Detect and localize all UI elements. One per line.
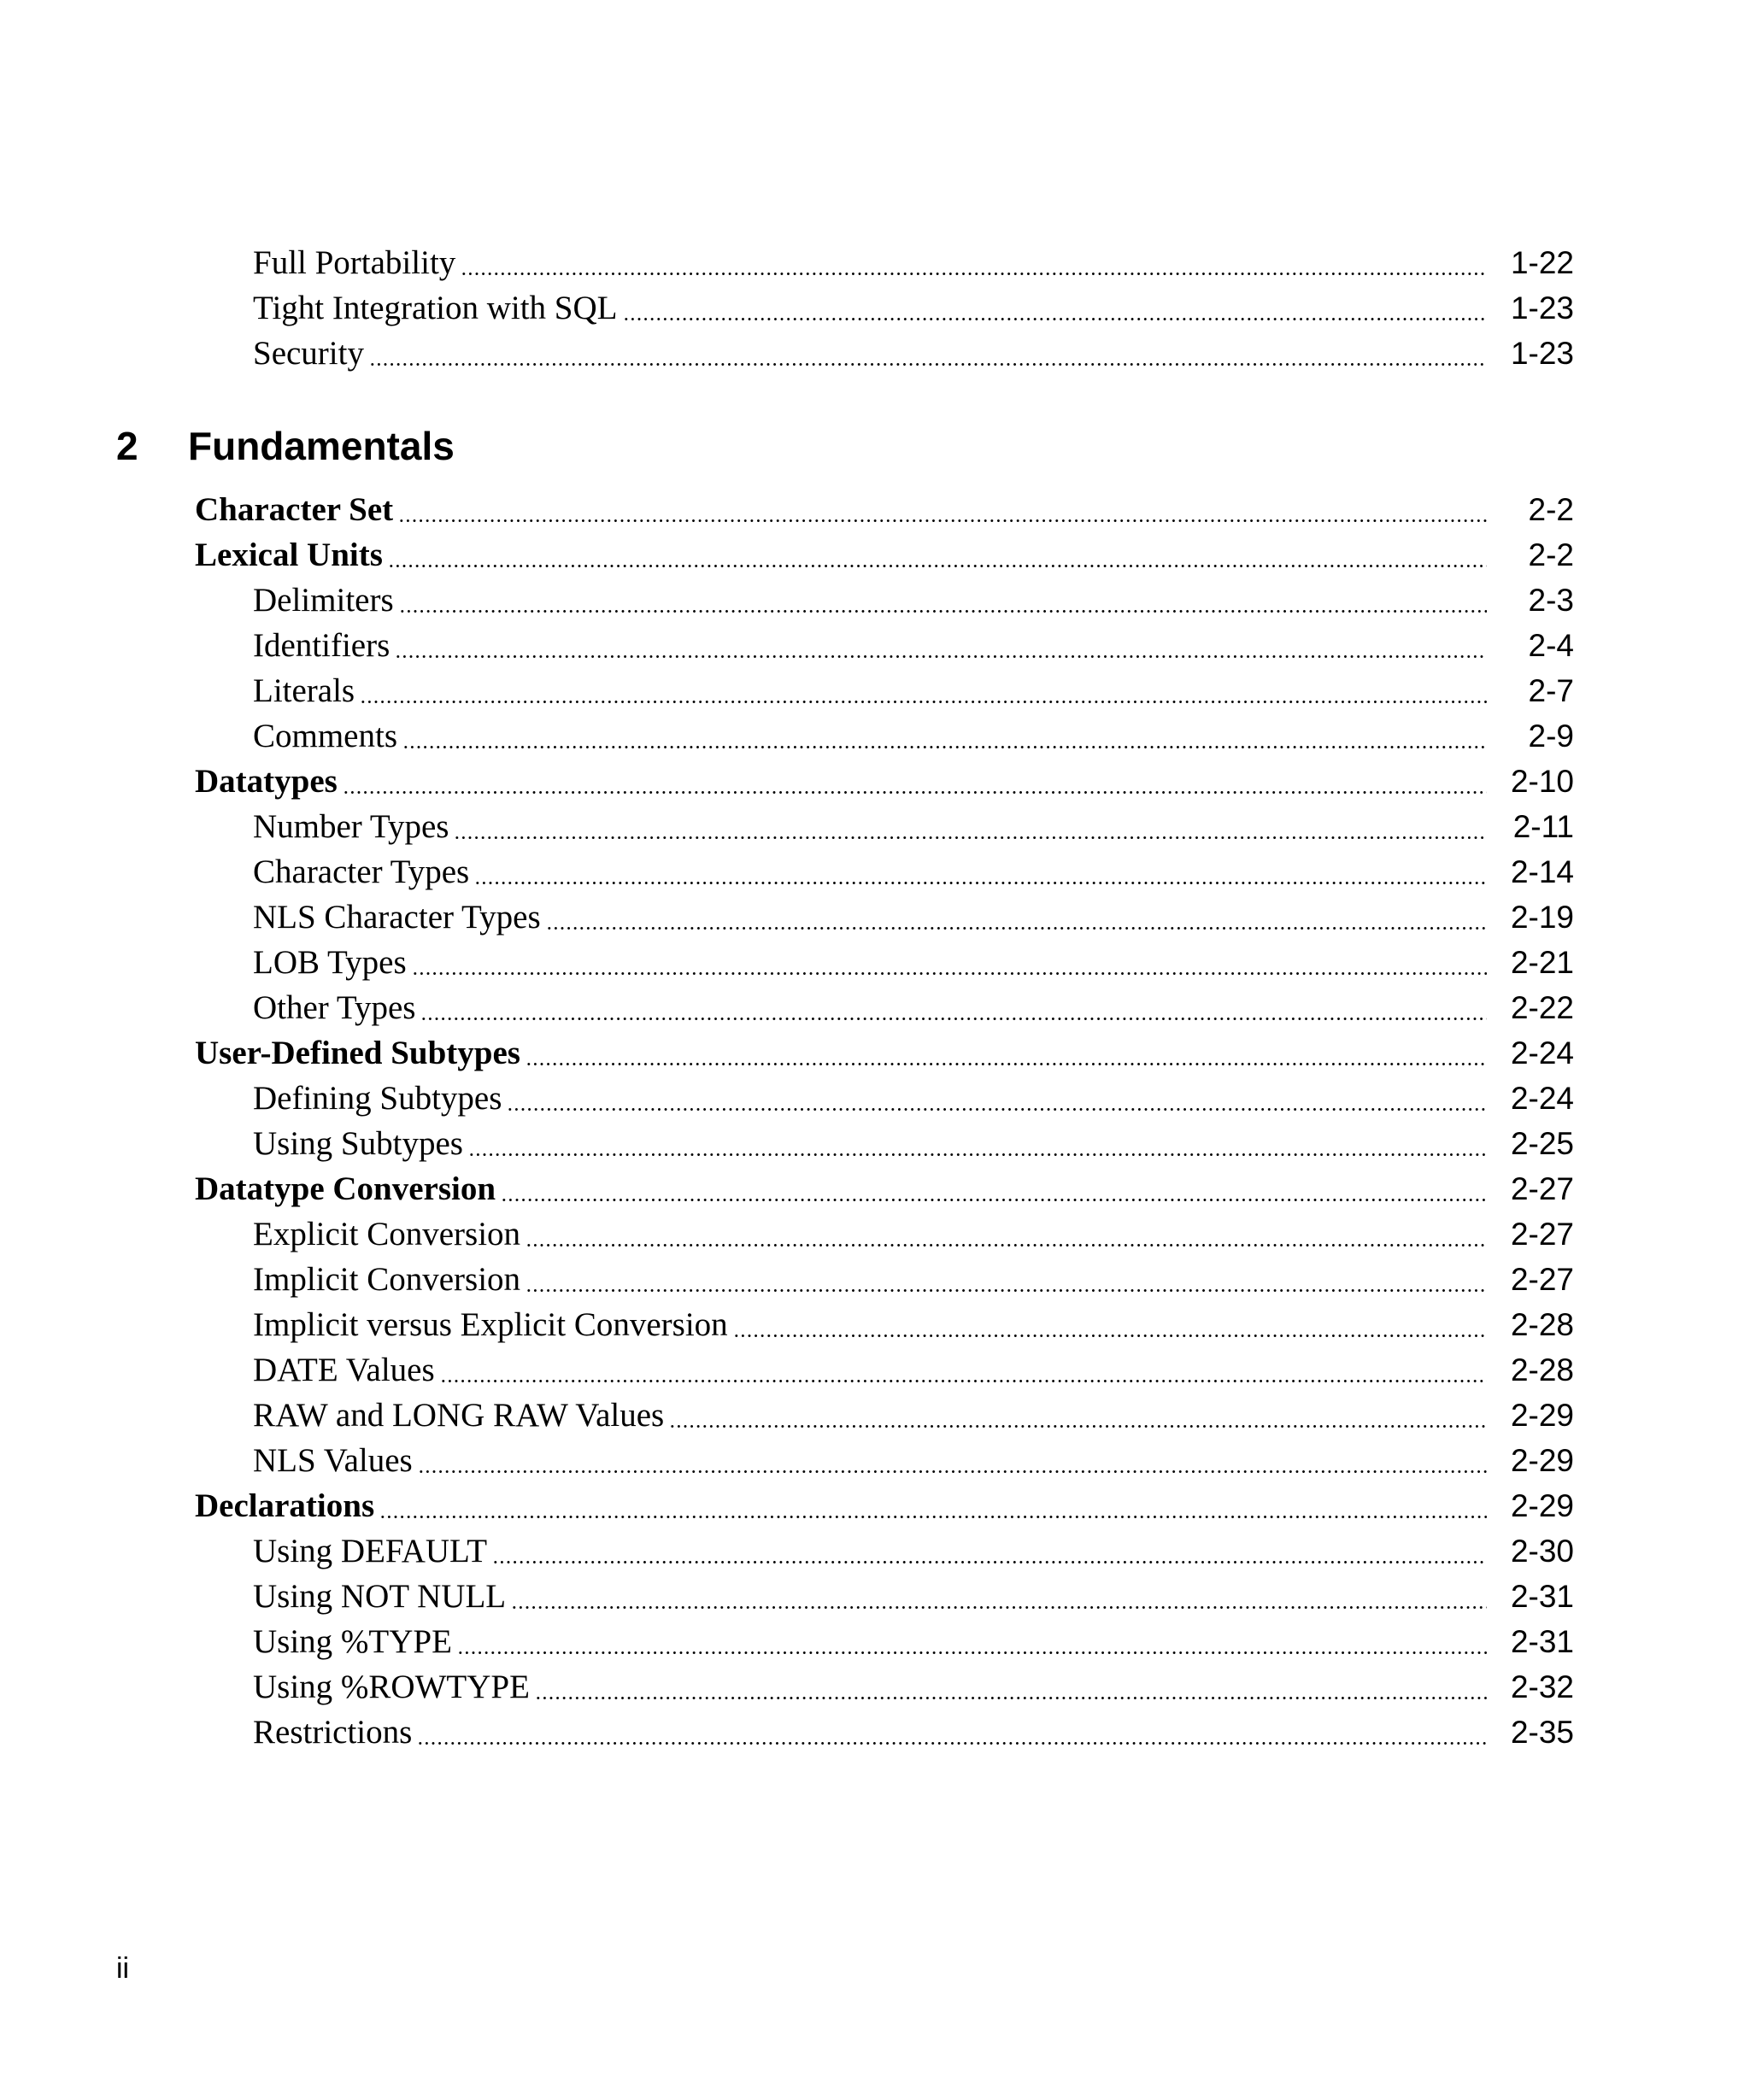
- toc-entry-page: 2-31: [1510, 1579, 1574, 1614]
- dot-leader: [395, 655, 1487, 658]
- toc-entry-label: Declarations: [195, 1487, 375, 1524]
- dot-leader: [343, 791, 1487, 794]
- toc-entry-label: Number Types: [253, 808, 449, 845]
- toc-entry-label: LOB Types: [253, 944, 407, 981]
- dot-leader: [669, 1425, 1487, 1428]
- toc-entry-label: Identifiers: [253, 627, 391, 664]
- toc-entry[interactable]: [253, 623, 1574, 668]
- toc-entry-page: 2-10: [1510, 764, 1574, 799]
- toc-entry-page: 2-27: [1510, 1217, 1574, 1252]
- toc-entry-page: 2-2: [1528, 537, 1574, 572]
- toc-entry[interactable]: [253, 849, 1574, 895]
- toc-entry-label: Tight Integration with SQL: [253, 290, 618, 326]
- toc-entry-label: Delimiters: [253, 582, 394, 619]
- toc-entry-label: Using Subtypes: [253, 1125, 463, 1162]
- toc-entry-page: 2-28: [1510, 1307, 1574, 1342]
- dot-leader: [402, 746, 1487, 748]
- dot-leader: [360, 701, 1487, 703]
- toc-entry-page: 2-31: [1510, 1624, 1574, 1659]
- toc-entry-label: Full Portability: [253, 244, 456, 281]
- toc-entry-label: Using %TYPE: [253, 1623, 452, 1660]
- toc-entry-section[interactable]: [195, 759, 1574, 804]
- toc-entry-label: DATE Values: [253, 1352, 435, 1388]
- dot-leader: [526, 1244, 1487, 1247]
- toc-entry-page: 2-22: [1510, 990, 1574, 1025]
- dot-leader: [623, 318, 1488, 320]
- dot-leader: [546, 927, 1487, 930]
- dot-leader: [526, 1289, 1487, 1292]
- dot-leader: [492, 1561, 1487, 1563]
- toc-entry[interactable]: [253, 240, 1574, 285]
- toc-entry-page: 2-14: [1510, 854, 1574, 889]
- toc-entry-label: RAW and LONG RAW Values: [253, 1397, 665, 1434]
- dot-leader: [474, 882, 1487, 884]
- toc-entry-label: Character Set: [195, 491, 394, 528]
- toc-entry-label: Using DEFAULT: [253, 1533, 488, 1569]
- dot-leader: [733, 1334, 1487, 1337]
- toc-entry[interactable]: [253, 985, 1574, 1030]
- toc-entry-label: Datatypes: [195, 763, 338, 800]
- toc-entry[interactable]: [253, 1302, 1574, 1347]
- toc-entry-page: 2-25: [1510, 1126, 1574, 1161]
- toc-entry-section[interactable]: [195, 487, 1574, 532]
- chapter-title: Fundamentals: [188, 424, 455, 468]
- toc-entry[interactable]: [253, 331, 1574, 376]
- toc-entry-label: Explicit Conversion: [253, 1216, 521, 1252]
- toc-entry[interactable]: [253, 1710, 1574, 1755]
- toc-entry-page: 2-28: [1510, 1352, 1574, 1387]
- toc-entry-section[interactable]: [195, 532, 1574, 578]
- toc-entry[interactable]: [253, 940, 1574, 985]
- toc-entry-page: 2-2: [1528, 492, 1574, 527]
- dot-leader: [418, 1470, 1487, 1473]
- toc-entry-label: Using NOT NULL: [253, 1578, 507, 1615]
- dot-leader: [399, 610, 1487, 613]
- toc-entry-label: User-Defined Subtypes: [195, 1035, 520, 1071]
- toc-entry-label: Using %ROWTYPE: [253, 1669, 530, 1705]
- toc-entry-label: Literals: [253, 672, 355, 709]
- dot-leader: [461, 273, 1487, 275]
- dot-leader: [526, 1063, 1487, 1065]
- toc-entry-page: 2-32: [1510, 1669, 1574, 1704]
- toc-entry[interactable]: [253, 804, 1574, 849]
- toc-entry-section[interactable]: [195, 1030, 1574, 1076]
- toc-entry-page: 2-27: [1510, 1171, 1574, 1206]
- toc-entry[interactable]: [253, 1076, 1574, 1121]
- toc-entry-page: 2-21: [1510, 945, 1574, 980]
- dot-leader: [511, 1606, 1487, 1609]
- chapter-heading[interactable]: [0, 420, 1750, 472]
- toc-entry-page: 2-29: [1510, 1398, 1574, 1433]
- toc-entry-page: 2-35: [1510, 1715, 1574, 1750]
- dot-leader: [501, 1199, 1487, 1201]
- toc-entry-page: 2-24: [1510, 1081, 1574, 1116]
- toc-entry-label: NLS Values: [253, 1442, 413, 1479]
- toc-entry-page: 2-9: [1528, 719, 1574, 754]
- dot-leader: [398, 519, 1487, 522]
- toc-entry-label: Datatype Conversion: [195, 1170, 496, 1207]
- toc-entry-section[interactable]: [195, 1483, 1574, 1528]
- toc-entry-page: 2-7: [1528, 673, 1574, 708]
- footer-page-number: ii: [116, 1952, 130, 1985]
- dot-leader: [388, 565, 1487, 567]
- toc-entry-label: NLS Character Types: [253, 899, 541, 936]
- dot-leader: [507, 1108, 1487, 1111]
- dot-leader: [369, 363, 1487, 366]
- dot-leader: [457, 1651, 1487, 1654]
- toc-entry-page: 2-19: [1510, 900, 1574, 935]
- toc-entry[interactable]: [253, 1257, 1574, 1302]
- toc-entry-label: Implicit Conversion: [253, 1261, 521, 1298]
- toc-entry-page: 1-23: [1510, 336, 1574, 371]
- toc-entry-page: 1-23: [1510, 290, 1574, 326]
- toc-entry-label: Character Types: [253, 853, 470, 890]
- dot-leader: [412, 972, 1487, 975]
- dot-leader: [454, 836, 1487, 839]
- toc-entry-page: 2-27: [1510, 1262, 1574, 1297]
- toc-entry[interactable]: [253, 668, 1574, 713]
- toc-entry-page: 2-4: [1528, 628, 1574, 663]
- toc-entry[interactable]: [253, 578, 1574, 623]
- dot-leader: [417, 1742, 1487, 1745]
- dot-leader: [420, 1018, 1487, 1020]
- dot-leader: [468, 1153, 1487, 1156]
- toc-entry[interactable]: [253, 285, 1574, 331]
- toc-entry-label: Comments: [253, 718, 398, 754]
- toc-entry-section[interactable]: [195, 1166, 1574, 1211]
- toc-entry-label: Other Types: [253, 989, 416, 1026]
- toc-entry[interactable]: [253, 1393, 1574, 1438]
- dot-leader: [379, 1516, 1487, 1518]
- toc-entry-label: Defining Subtypes: [253, 1080, 502, 1117]
- toc-entry-page: 1-22: [1510, 245, 1574, 280]
- toc-entry-page: 2-3: [1528, 583, 1574, 618]
- toc-entry[interactable]: [253, 1438, 1574, 1483]
- toc-entry[interactable]: [253, 1347, 1574, 1393]
- toc-entry-label: Implicit versus Explicit Conversion: [253, 1306, 728, 1343]
- toc-entry-page: 2-29: [1510, 1443, 1574, 1478]
- toc-entry-label: Security: [253, 335, 364, 372]
- dot-leader: [440, 1380, 1487, 1382]
- toc-entry[interactable]: [253, 1211, 1574, 1257]
- toc-entry[interactable]: [253, 1664, 1574, 1710]
- toc-entry-page: 2-29: [1510, 1488, 1574, 1523]
- toc-entry[interactable]: [253, 1574, 1574, 1619]
- toc-entry-page: 2-24: [1510, 1035, 1574, 1071]
- toc-entry-label: Restrictions: [253, 1714, 413, 1751]
- toc-entry[interactable]: [253, 895, 1574, 940]
- chapter-number: 2: [116, 424, 138, 468]
- toc-entry-label: Lexical Units: [195, 537, 383, 573]
- toc-entry[interactable]: [253, 713, 1574, 759]
- toc-entry-page: 2-30: [1510, 1534, 1574, 1569]
- dot-leader: [535, 1697, 1487, 1699]
- toc-entry-page: 2-11: [1512, 809, 1574, 844]
- toc-entry[interactable]: [253, 1121, 1574, 1166]
- toc-entry[interactable]: [253, 1619, 1574, 1664]
- toc-entry[interactable]: [253, 1528, 1574, 1574]
